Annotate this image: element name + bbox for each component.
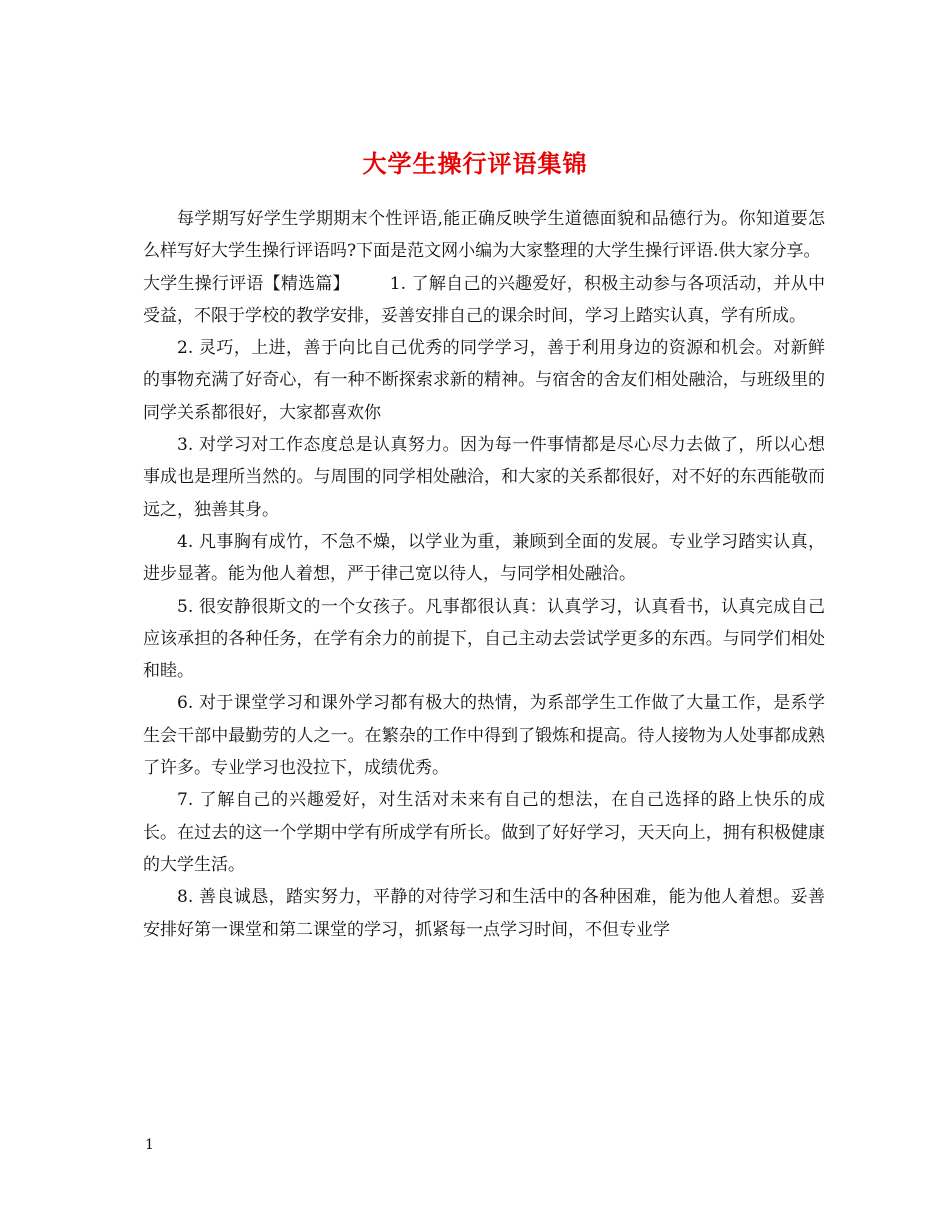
comment-item-7: 7. 了解自己的兴趣爱好，对生活对未来有自己的想法，在自己选择的路上快乐的成长。在过去的这一个学期中学有所成学有所长。做到了好好学习，天天向上，拥有积极健康的大学生活。 [143,790,825,875]
comment-item-8: 8. 善良诚恳，踏实努力，平静的对待学习和生活中的各种困难，能为他人着想。妥善安排好第一课堂和第二课堂的学习，抓紧每一点学习时间，不但专业学 [143,887,825,940]
section-heading: 大学生操行评语【精选篇】 [143,273,350,294]
comment-item-2: 2. 灵巧，上进，善于向比自己优秀的同学学习，善于利用身边的资源和机会。对新鲜的事物充满了好奇心，有一种不断探索求新的精神。与宿舍的舍友们相处融洽，与班级里的同学关系都很好，大家都喜欢你 [143,338,825,423]
document-body [143,203,825,946]
comment-item-6: 6. 对于课堂学习和课外学习都有极大的热情，为系部学生工作做了大量工作，是系学生会干部中最勤劳的人之一。在繁杂的工作中得到了锻炼和提高。待人接物为人处事都成熟了许多。专业学习也没拉下，成绩优秀。 [143,693,825,779]
page-number: 1 [145,1137,154,1153]
comment-item-4: 4. 凡事胸有成竹，不急不燥，以学业为重，兼顾到全面的发展。专业学习踏实认真，进步显著。能为他人着想，严于律己宽以待人，与同学相处融洽。 [143,531,825,585]
comment-item-3: 3. 对学习对工作态度总是认真努力。因为每一件事情都是尽心尽力去做了，所以心想事成也是理所当然的。与周围的同学相处融洽，和大家的关系都很好，对不好的东西能敬而远之，独善其身。 [143,435,825,520]
section-paragraph-1 [143,268,825,333]
document-title: 大学生操行评语集锦 [362,149,588,179]
intro-paragraph: 每学期写好学生学期期末个性评语,能正确反映学生道德面貌和品德行为。你知道要怎么样写好大学生操行评语吗?下面是范文网小编为大家整理的大学生操行评语.供大家分享。 [143,209,825,262]
comment-item-5: 5. 很安静很斯文的一个女孩子。凡事都很认真：认真学习，认真看书，认真完成自己应该承担的各种任务，在学有余力的前提下，自己主动去尝试学更多的东西。与同学们相处和睦。 [143,596,825,682]
comment-item-1: 1. 了解自己的兴趣爱好，积极主动参与各项活动，并从中受益，不限于学校的教学安排，妥善安排自己的课余时间，学习上踏实认真，学有所成。 [143,273,826,326]
